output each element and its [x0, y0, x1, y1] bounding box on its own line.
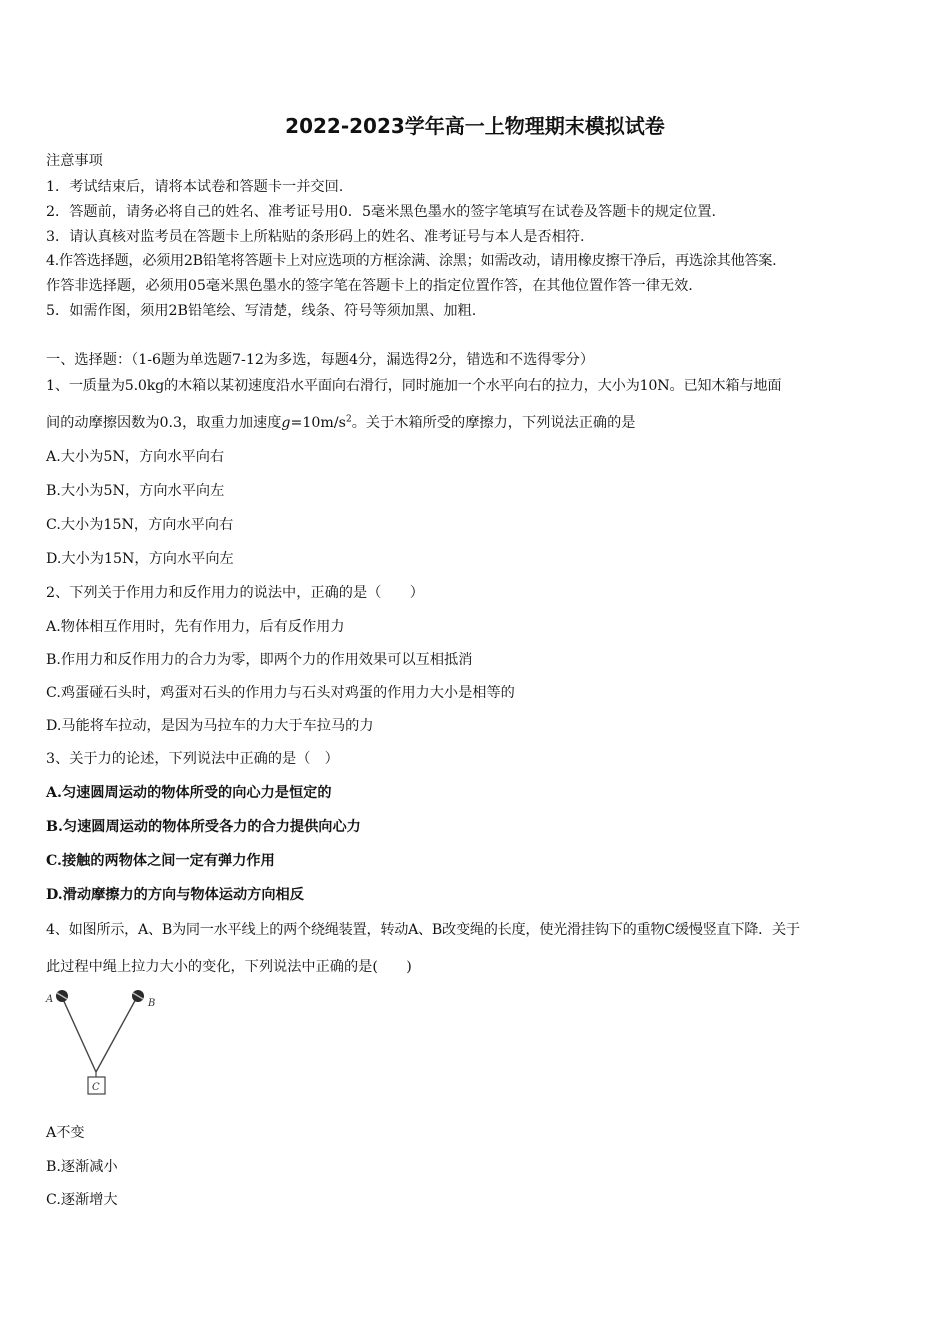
- q1-stem-line1: 1、一质量为5.0kg的木箱以某初速度沿水平面向右滑行，同时施加一个水平向右的拉力，大小为10N。已知木箱与地面: [46, 378, 782, 394]
- q3-option-a: A.匀速圆周运动的物体所受的向心力是恒定的: [46, 785, 332, 801]
- q1-g-symbol: g: [281, 415, 291, 431]
- q2-stem: 2、下列关于作用力和反作用力的说法中，正确的是（ ）: [46, 585, 424, 601]
- q1-superscript: 2: [345, 414, 352, 425]
- q1-stem-line2: [46, 413, 635, 433]
- label-a: A: [46, 994, 54, 1005]
- q3-option-c: C.接触的两物体之间一定有弹力作用: [46, 853, 275, 869]
- notice-item-5: 5．如需作图，须用2B铅笔绘、写清楚，线条、符号等须加黑、加粗.: [46, 303, 477, 319]
- notice-item-2: 2．答题前，请务必将自己的姓名、准考证号用0．5毫米黑色墨水的签字笔填写在试卷及答题卡的规定位置.: [46, 204, 717, 220]
- q1-option-c: C.大小为15N，方向水平向右: [46, 517, 234, 533]
- q4-rope-diagram: [40, 984, 180, 1102]
- q2-option-b: B.作用力和反作用力的合力为零，即两个力的作用效果可以互相抵消: [46, 652, 473, 668]
- label-b: B: [148, 998, 156, 1009]
- rope-right: [96, 997, 137, 1072]
- q4-stem-line1: 4、如图所示，A、B为同一水平线上的两个绕绳装置，转动A、B改变绳的长度，使光滑挂钩下的重物C缓慢竖直下降．关于: [46, 922, 800, 938]
- q1-option-d: D.大小为15N，方向水平向左: [46, 551, 234, 567]
- notice-item-3: 3．请认真核对监考员在答题卡上所粘贴的条形码上的姓名、准考证号与本人是否相符.: [46, 229, 585, 245]
- q3-option-d: D.滑动摩擦力的方向与物体运动方向相反: [46, 887, 304, 903]
- q1-stem-text-b: =10m/s: [290, 415, 346, 431]
- q2-option-a: A.物体相互作用时，先有作用力，后有反作用力: [46, 619, 345, 635]
- section-heading: 一、选择题：（1-6题为单选题7-12为多选，每题4分，漏选得2分，错选和不选得零分）: [46, 352, 595, 368]
- q4-option-c: C.逐渐增大: [46, 1192, 118, 1208]
- q2-option-c: C.鸡蛋碰石头时，鸡蛋对石头的作用力与石头对鸡蛋的作用力大小是相等的: [46, 685, 515, 701]
- q1-option-b: B.大小为5N，方向水平向左: [46, 483, 225, 499]
- q1-stem-text-c: 。关于木箱所受的摩擦力，下列说法正确的是: [351, 415, 636, 431]
- label-c: C: [92, 1082, 100, 1093]
- q1-option-a: A.大小为5N，方向水平向右: [46, 449, 225, 465]
- q4-stem-line2: 此过程中绳上拉力大小的变化，下列说法中正确的是( ): [46, 959, 412, 975]
- q3-option-b: B.匀速圆周运动的物体所受各力的合力提供向心力: [46, 819, 361, 835]
- q3-stem: 3、关于力的论述，下列说法中正确的是（ ）: [46, 751, 339, 767]
- notice-item-4-continued: 作答非选择题，必须用05毫米黑色墨水的签字笔在答题卡上的指定位置作答，在其他位置作答一律无效.: [46, 278, 693, 294]
- notice-item-1: 1．考试结束后，请将本试卷和答题卡一并交回.: [46, 179, 344, 195]
- rope-left: [62, 997, 96, 1072]
- page-title: 2022-2023学年高一上物理期末模拟试卷: [285, 114, 665, 138]
- notice-item-4: 4.作答选择题，必须用2B铅笔将答题卡上对应选项的方框涂满、涂黑；如需改动，请用橡皮擦干净后，再选涂其他答案.: [46, 253, 777, 269]
- q4-option-b: B.逐渐减小: [46, 1159, 118, 1175]
- q4-option-a: A不变: [46, 1125, 85, 1141]
- q1-stem-text-a: 间的动摩擦因数为0.3，取重力加速度: [46, 415, 282, 431]
- notice-heading: 注意事项: [46, 153, 103, 169]
- q2-option-d: D.马能将车拉动，是因为马拉车的力大于车拉马的力: [46, 718, 374, 734]
